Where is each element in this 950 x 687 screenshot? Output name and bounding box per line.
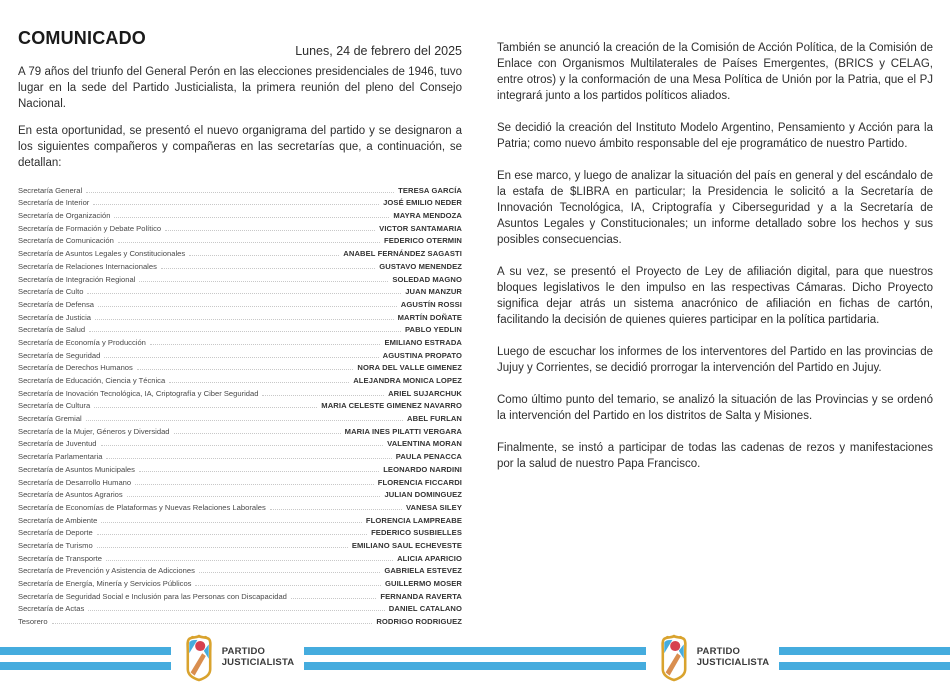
appointee-name: SOLEDAD MAGNO — [392, 274, 462, 284]
dotted-leader — [118, 242, 380, 243]
logo-text — [222, 647, 295, 668]
appointee-name: VICTOR SANTAMARIA — [379, 223, 462, 233]
dotted-leader — [106, 560, 393, 561]
pj-logo — [171, 634, 305, 682]
secretariat-label: Secretaría de Seguridad — [18, 350, 101, 360]
appointee-name: RODRIGO RODRIGUEZ — [376, 617, 462, 627]
appointee-name: GUILLERMO MOSER — [384, 579, 462, 588]
secretariat-label: Tesorero — [18, 617, 48, 627]
secretariat-label: Secretaría de Desarrollo Humano — [18, 477, 132, 487]
appointee-name: EMILIANO SAUL ECHEVESTE — [351, 540, 462, 550]
dotted-leader — [137, 369, 354, 370]
secretariat-label: Secretaría de Derechos Humanos — [18, 363, 133, 373]
dotted-leader — [101, 445, 384, 446]
secretariat-label: Secretaría de Asuntos Municipales — [18, 464, 135, 474]
logo-line-1: PARTIDO — [696, 646, 741, 658]
right-column — [497, 30, 933, 633]
dotted-leader — [93, 204, 379, 205]
secretariat-label: Secretaría de Transporte — [18, 553, 102, 563]
pj-shield-icon — [658, 634, 690, 682]
dotted-leader — [95, 319, 394, 320]
secretariat-label: Secretaría de Relaciones Internacionales — [18, 261, 157, 271]
list-item — [18, 334, 462, 347]
list-item — [18, 588, 462, 601]
secretariat-label: Secretaría de Asuntos Agrarios — [18, 490, 123, 500]
dotted-leader — [52, 623, 373, 624]
list-item — [18, 322, 462, 335]
secretariat-label: Secretaría de Economía y Producción — [18, 337, 146, 347]
appointee-name: JOSÉ EMILIO NEDER — [383, 198, 462, 208]
dotted-leader — [189, 255, 339, 256]
list-item — [18, 410, 462, 423]
appointee-name: ALEJANDRA MONICA LOPEZ — [353, 376, 462, 385]
list-item — [18, 448, 462, 461]
paragraph: Luego de escuchar los informes de los interventores del Partido en las provincias de Jujuy y Corrientes, se decidió prorrogar la intervención del Partido en Jujuy. — [497, 346, 933, 374]
appointee-name: AGUSTINA PROPATO — [382, 350, 462, 360]
list-item — [18, 195, 462, 208]
list-item — [18, 258, 462, 271]
paragraph: Finalmente, se instó a participar de todas las cadenas de rezos y manifestaciones por la salud de nuestro Papa Francisco. — [497, 442, 933, 470]
dotted-leader — [139, 281, 388, 282]
appointee-name: FERNANDA RAVERTA — [380, 591, 462, 601]
paragraph: Como último punto del temario, se analizó la situación de las Provincias y se ordenó la intervención del Partido en los distritos de Salta y Misiones. — [497, 394, 933, 422]
list-item — [18, 601, 462, 614]
dotted-leader — [86, 420, 403, 421]
appointee-name: PABLO YEDLIN — [404, 325, 462, 335]
list-item — [18, 207, 462, 220]
dotted-leader — [101, 522, 362, 523]
secretariat-label: Secretaría de Turismo — [18, 540, 93, 550]
list-item — [18, 423, 462, 436]
appointee-name: PAULA PENACCA — [395, 452, 462, 462]
left-paragraphs — [18, 64, 462, 171]
paragraph: En ese marco, y luego de analizar la situación del país en general y del escándalo de la estafa de $LIBRA en particular; la Presidencia le solicitó a la Secretaría de Innovación Tecnológica, IA, Criptografía y Ciberseguridad y a la Secretaría de Asuntos Legales y Constitucionales; un informe detallado sobre los hechos y sus posibles consecuencias. — [497, 170, 933, 246]
dotted-leader — [270, 509, 402, 510]
dotted-leader — [114, 217, 389, 218]
dotted-leader — [169, 382, 349, 383]
list-item — [18, 296, 462, 309]
secretariat-label: Secretaría de Educación, Ciencia y Técnica — [18, 376, 166, 385]
appointee-name: FEDERICO SUSBIELLES — [371, 528, 462, 538]
list-item — [18, 347, 462, 360]
paragraph: En esta oportunidad, se presentó el nuevo organigrama del partido y se designaron a los siguientes compañeros y compañeras en las secretarías que, a continuación, se detallan: — [18, 125, 462, 169]
secretariat-label: Secretaría de Seguridad Social e Inclusión para las Personas con Discapacidad — [18, 591, 287, 601]
list-item — [18, 309, 462, 322]
logo-line-2: JUSTICIALISTA — [696, 657, 770, 668]
secretariat-label: Secretaría de Juventud — [18, 439, 97, 449]
flag-stripes-left — [0, 647, 171, 670]
dotted-leader — [165, 230, 375, 231]
dotted-leader — [97, 547, 348, 548]
secretariat-label: Secretaría de Ambiente — [18, 515, 98, 525]
secretariat-label: Secretaría de Cultura — [18, 401, 91, 411]
dotted-leader — [98, 306, 397, 307]
secretariat-label: Secretaría Gremial — [18, 414, 82, 424]
dotted-leader — [86, 192, 394, 193]
list-item — [18, 233, 462, 246]
dotted-leader — [135, 484, 374, 485]
dotted-leader — [88, 610, 385, 611]
appointee-name: AGUSTÍN ROSSI — [400, 299, 462, 309]
list-item — [18, 220, 462, 233]
list-item — [18, 245, 462, 258]
appointee-name: ARIEL SUJARCHUK — [388, 388, 462, 398]
list-item — [18, 499, 462, 512]
list-item — [18, 398, 462, 411]
list-item — [18, 461, 462, 474]
dotted-leader — [87, 293, 401, 294]
appointee-name: NORA DEL VALLE GIMENEZ — [357, 363, 462, 373]
secretariat-label: Secretaría de Actas — [18, 604, 85, 614]
paragraph: A su vez, se presentó el Proyecto de Ley de afiliación digital, para que nuestros bloques legislativos le den impulso en las respectivas Cámaras. Dicho Proyecto significa dejar atrás un sistema anacrónico de afiliación en fichas de cartón, facilitando la decisión de quienes quieres participar en la política partidaria. — [497, 266, 933, 326]
secretariat-label: Secretaría de Salud — [18, 325, 86, 335]
secretariat-label: Secretaría de Prevención y Asistencia de Adicciones — [18, 566, 195, 576]
document-date: Lunes, 24 de febrero del 2025 — [295, 44, 462, 58]
page-title: COMUNICADO — [18, 28, 146, 48]
list-item — [18, 474, 462, 487]
appointee-name: VANESA SILEY — [405, 502, 462, 512]
pj-logo — [646, 634, 780, 682]
dotted-leader — [262, 395, 384, 396]
list-item — [18, 385, 462, 398]
appointee-name: JUAN MANZUR — [405, 287, 462, 297]
list-item — [18, 487, 462, 500]
secretariat-label: Secretaría de Organización — [18, 211, 111, 221]
secretariat-label: Secretaría de Asuntos Legales y Constitucionales — [18, 249, 186, 259]
secretariat-label: Secretaría de Deporte — [18, 528, 93, 538]
appointee-name: MARIA INES PILATTI VERGARA — [344, 426, 462, 436]
appointee-name: FLORENCIA LAMPREABE — [365, 515, 462, 525]
flag-stripes-center — [304, 647, 645, 670]
appointee-name: JULIAN DOMINGUEZ — [384, 490, 462, 500]
paragraph: También se anunció la creación de la Comisión de Acción Política, de la Comisión de Enlace con Organismos Multilaterales de Países Emergentes, (BRICS y CELAG, entre otros) y la conformación de una Mesa Política de Unión por la Patria, que el PJ integrará junto a los partidos políticos aliados. — [497, 42, 933, 102]
appointee-name: FLORENCIA FICCARDI — [377, 477, 462, 487]
list-item — [18, 436, 462, 449]
dotted-leader — [106, 458, 391, 459]
dotted-leader — [127, 496, 381, 497]
list-item — [18, 271, 462, 284]
appointee-name: ALICIA APARICIO — [397, 553, 462, 563]
logo-line-2: JUSTICIALISTA — [221, 657, 295, 668]
appointee-name: ABEL FURLAN — [407, 414, 462, 424]
appointee-name: ANABEL FERNÁNDEZ SAGASTI — [343, 249, 462, 259]
dotted-leader — [161, 268, 375, 269]
appointee-name: MARTÍN DOÑATE — [397, 312, 462, 322]
dotted-leader — [97, 534, 367, 535]
secretariat-label: Secretaría de Defensa — [18, 299, 94, 309]
secretariat-label: Secretaría de Interior — [18, 198, 90, 208]
dotted-leader — [150, 344, 381, 345]
list-item — [18, 182, 462, 195]
left-column — [18, 30, 462, 633]
secretariat-label: Secretaría de Justicia — [18, 312, 92, 322]
dotted-leader — [195, 585, 381, 586]
appointee-name: DANIEL CATALANO — [388, 604, 462, 614]
list-item — [18, 613, 462, 626]
secretariat-label: Secretaría de la Mujer, Géneros y Diversidad — [18, 426, 170, 436]
dotted-leader — [89, 331, 401, 332]
dotted-leader — [104, 357, 378, 358]
list-item — [18, 563, 462, 576]
appointee-name: GABRIELA ESTEVEZ — [384, 566, 462, 576]
list-item — [18, 525, 462, 538]
appointee-name: VALENTINA MORAN — [387, 439, 462, 449]
appointee-name: TERESA GARCÍA — [398, 185, 462, 195]
secretariat-label: Secretaría de Culto — [18, 287, 84, 297]
list-item — [18, 372, 462, 385]
appointee-name: MAYRA MENDOZA — [393, 211, 462, 221]
secretariat-label: Secretaría de Comunicación — [18, 236, 114, 246]
list-item — [18, 360, 462, 373]
appointee-name: EMILIANO ESTRADA — [384, 337, 462, 347]
appointee-name: LEONARDO NARDINI — [383, 464, 462, 474]
list-item — [18, 284, 462, 297]
list-item — [18, 537, 462, 550]
secretariat-label: Secretaría de Economías de Plataformas y Nuevas Relaciones Laborales — [18, 502, 266, 512]
secretariat-label: Secretaría Parlamentaria — [18, 452, 103, 462]
list-item — [18, 512, 462, 525]
secretariat-label: Secretaría de Energía, Minería y Servicios Públicos — [18, 579, 192, 588]
paragraph: Se decidió la creación del Instituto Modelo Argentino, Pensamiento y Acción para la Patria; como nuevo ámbito responsable del eje programático de nuestro Partido. — [497, 122, 933, 150]
secretariat-label: Secretaría de Formación y Debate Político — [18, 223, 162, 233]
appointee-name: MARIA CELESTE GIMENEZ NAVARRO — [321, 401, 462, 411]
list-item — [18, 575, 462, 588]
appointee-name: GUSTAVO MENENDEZ — [379, 261, 462, 271]
secretariat-label: Secretaría General — [18, 185, 83, 195]
logo-text — [697, 647, 770, 668]
paragraph: A 79 años del triunfo del General Perón en las elecciones presidenciales de 1946, tuvo lugar en la sede del Partido Justicialista, la primera reunión del pleno del Consejo Nacional. — [18, 66, 462, 110]
secretariat-label: Secretaría de Integración Regional — [18, 274, 136, 284]
dotted-leader — [199, 572, 380, 573]
secretariat-list — [18, 182, 462, 626]
appointee-name: FEDERICO OTERMIN — [384, 236, 462, 246]
dotted-leader — [139, 471, 379, 472]
dotted-leader — [94, 407, 317, 408]
flag-stripes-right — [779, 647, 950, 670]
list-item — [18, 550, 462, 563]
logo-line-1: PARTIDO — [221, 646, 266, 658]
dotted-leader — [174, 433, 341, 434]
footer — [0, 633, 950, 687]
secretariat-label: Secretaría de Inovación Tecnológica, IA, Criptografía y Ciber Seguridad — [18, 388, 259, 398]
dotted-leader — [291, 598, 376, 599]
pj-shield-icon — [183, 634, 215, 682]
